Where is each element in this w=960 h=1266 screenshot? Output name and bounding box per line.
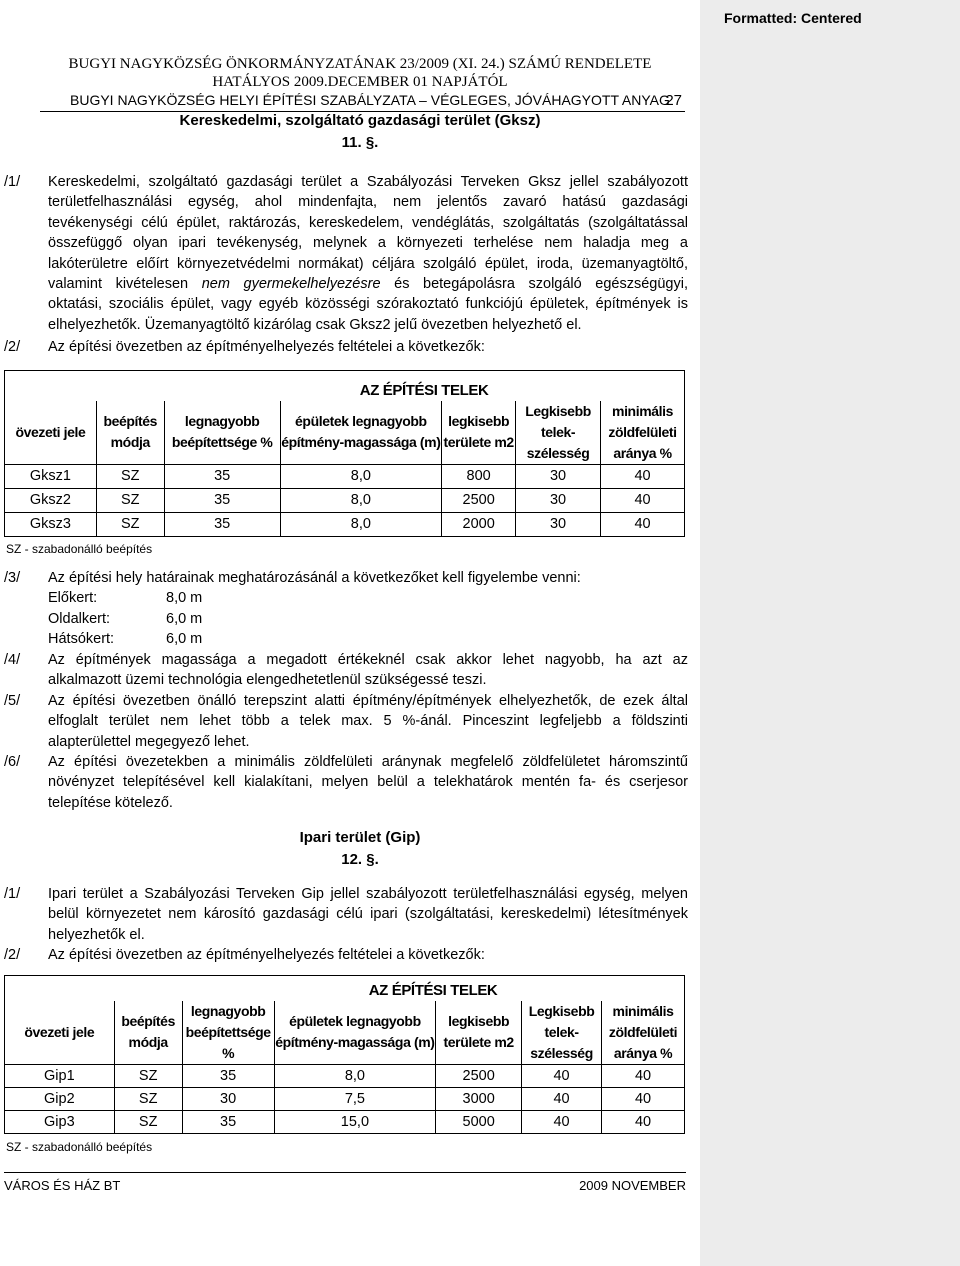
table-row bbox=[5, 1065, 685, 1088]
table-cell: 40 bbox=[602, 1065, 685, 1088]
table-header: beépítés módja bbox=[96, 401, 164, 465]
table-cell: 40 bbox=[522, 1088, 602, 1111]
section-11-number: 11. §. bbox=[341, 134, 379, 151]
table-cell: SZ bbox=[96, 512, 164, 536]
footer-rule bbox=[4, 1172, 686, 1173]
table-row bbox=[5, 1088, 685, 1111]
table-cell: 40 bbox=[522, 1111, 602, 1134]
table-header: minimális zöldfelületi aránya % bbox=[602, 1001, 685, 1065]
paragraph-number: /3/ bbox=[4, 570, 21, 586]
table-cell: Gip2 bbox=[5, 1088, 115, 1111]
paragraph-number: /6/ bbox=[4, 754, 21, 770]
paragraph-text: Az építési hely határainak meghatározásánál a következőket kell figyelembe venni: bbox=[48, 570, 581, 586]
paragraph-number: /1/ bbox=[4, 886, 21, 902]
table-header: legnagyobb beépítettsége % bbox=[164, 401, 280, 465]
table-cell: 2500 bbox=[442, 488, 516, 512]
text-line: alapterülettel megegyező lehet. bbox=[48, 733, 250, 750]
table-cell: 35 bbox=[182, 1065, 274, 1088]
table-row bbox=[5, 1111, 685, 1134]
table-cell: 35 bbox=[164, 512, 280, 536]
table-header: legkisebb területe m2 bbox=[436, 1001, 522, 1065]
table-cell: 30 bbox=[516, 512, 601, 536]
table-cell: SZ bbox=[114, 1111, 182, 1134]
setback-value: 6,0 m bbox=[166, 631, 203, 648]
setback-row bbox=[48, 629, 688, 649]
text-line: területfelhasználási egység, ahol mindenfajta, nem jelentős zavaró hatású gazdasági bbox=[48, 194, 688, 211]
text-line: Kereskedelmi, szolgáltató gazdasági terület a Szabályozási Terveken Gksz jellel szabályozott bbox=[48, 174, 688, 190]
table-header: legkisebb területe m2 bbox=[442, 401, 516, 465]
table-header: Legkisebb telek-szélesség bbox=[522, 1001, 602, 1065]
text-span: valamint kivételesen bbox=[48, 276, 189, 293]
table-cell: 3000 bbox=[436, 1088, 522, 1111]
paragraph-text bbox=[48, 172, 688, 335]
comment-sidebar bbox=[700, 0, 960, 1266]
text-line: oktatási, szociális épület, vagy egyéb közösségi szórakoztató funkciójú épületek, építmények is bbox=[48, 296, 688, 313]
text-line: Az építési övezetben önálló terepszint alatti építmény/építmények elhelyezhetők, de ezek által bbox=[48, 693, 688, 709]
table-group-header: AZ ÉPÍTÉSI TELEK bbox=[164, 371, 684, 401]
table-cell: 8,0 bbox=[280, 488, 442, 512]
text-span: és betegápolásra szolgáló egészségügyi, bbox=[394, 276, 688, 293]
setback-label: Hátsókert: bbox=[48, 631, 115, 648]
setback-row bbox=[48, 609, 688, 629]
text-line: tevékenységi célú épület, raktározás, kereskedelem, vendéglátás, szolgáltatás (szolgáltatással bbox=[48, 214, 688, 231]
header-line-3 bbox=[70, 92, 690, 108]
paragraph-text: Az építési övezetben az építményelhelyezés feltételei a következők: bbox=[48, 339, 485, 355]
table-cell: SZ bbox=[96, 464, 164, 488]
table-cell: 30 bbox=[516, 464, 601, 488]
table-cell: 40 bbox=[601, 512, 685, 536]
footer-company: VÁROS ÉS HÁZ BT bbox=[4, 1178, 121, 1193]
table-cell: 40 bbox=[601, 464, 685, 488]
table-cell: 800 bbox=[442, 464, 516, 488]
text-line: telepítése kötelező. bbox=[48, 794, 173, 811]
setback-label: Oldalkert: bbox=[48, 610, 111, 627]
paragraph-number: /5/ bbox=[4, 693, 21, 709]
text-line: összefüggő olyan ipari tevékenység, melynek a környezeti terhelése nem haladja meg a bbox=[48, 235, 688, 252]
table-cell: 40 bbox=[602, 1088, 685, 1111]
header-line-1: BUGYI NAGYKÖZSÉG ÖNKORMÁNYZATÁNAK 23/2009 (XI. 24.) SZÁMÚ RENDELETE bbox=[68, 56, 652, 72]
text-line: lakóterületre előírt környezetvédelmi normákat) céljára szolgáló épület, iroda, üzemanyagtöltő, bbox=[48, 255, 688, 272]
text-line: elhelyezhetők. Üzemanyagtöltő kizárólag csak Gksz2 jelű övezetben helyezhető el. bbox=[48, 316, 582, 333]
setback-value: 6,0 m bbox=[166, 610, 203, 627]
table-header: épületek legnagyobb építmény-magassága (m) bbox=[274, 1001, 436, 1065]
text-line: növényzet telepítésével kell kialakítani, melyen belül a telekhatárok mentén fa- és cserjesor bbox=[48, 774, 688, 791]
formatting-note: Formatted: Centered bbox=[724, 10, 862, 26]
table-header: legnagyobb beépítettsége % bbox=[182, 1001, 274, 1065]
table-cell: 40 bbox=[602, 1111, 685, 1134]
table-header: övezeti jele bbox=[5, 1001, 115, 1065]
table-row bbox=[5, 512, 685, 536]
table-cell: SZ bbox=[96, 488, 164, 512]
table-header: Legkisebb telek-szélesség bbox=[516, 401, 601, 465]
paragraph-number: /4/ bbox=[4, 652, 21, 668]
table-cell: Gksz2 bbox=[5, 488, 97, 512]
table-row bbox=[5, 464, 685, 488]
table-cell: 15,0 bbox=[274, 1111, 436, 1134]
table-cell: Gksz1 bbox=[5, 464, 97, 488]
paragraph-number: /2/ bbox=[4, 339, 21, 355]
text-line: Ipari terület a Szabályozási Terveken Gip jellel szabályozott területfelhasználási egység, melyen bbox=[48, 886, 688, 902]
table-header: minimális zöldfelületi aránya % bbox=[601, 401, 685, 465]
table-cell: 40 bbox=[601, 488, 685, 512]
table-cell: 8,0 bbox=[280, 464, 442, 488]
text-line: Az építmények magassága a megadott értékeknél csak akkor lehet nagyobb, ha azt az bbox=[48, 652, 688, 668]
setback-value: 8,0 m bbox=[166, 590, 203, 607]
table-header: beépítés módja bbox=[114, 1001, 182, 1065]
table-row bbox=[5, 488, 685, 512]
table-header: övezeti jele bbox=[5, 401, 97, 465]
text-line bbox=[48, 274, 688, 294]
section-12-table bbox=[4, 975, 685, 1134]
paragraph-text: Az építési övezetben az építményelhelyezés feltételei a következők: bbox=[48, 947, 485, 963]
table-cell: 35 bbox=[182, 1111, 274, 1134]
section-12-title: Ipari terület (Gip) bbox=[299, 829, 421, 846]
page-number: 27 bbox=[665, 92, 682, 109]
table-group-header: AZ ÉPÍTÉSI TELEK bbox=[182, 976, 684, 1001]
table-cell: Gip3 bbox=[5, 1111, 115, 1134]
footer bbox=[4, 1178, 686, 1193]
table-cell: 30 bbox=[182, 1088, 274, 1111]
text-line: helyezhetők el. bbox=[48, 926, 145, 943]
setback-label: Előkert: bbox=[48, 590, 98, 607]
table-cell: 30 bbox=[516, 488, 601, 512]
table-cell: 7,5 bbox=[274, 1088, 436, 1111]
text-line: elfoglalt terület nem lehet több a telek max. 5 %-ánál. Pinceszint legfeljebb a földszinti bbox=[48, 713, 688, 730]
paragraph-number: /1/ bbox=[4, 174, 21, 190]
setback-row bbox=[48, 588, 688, 608]
table-cell: 8,0 bbox=[274, 1065, 436, 1088]
table-cell: 2500 bbox=[436, 1065, 522, 1088]
text-line: belül környezetet nem károsító gazdasági célú ipari (szolgáltatási, kereskedelmi) létesítmények bbox=[48, 906, 688, 923]
table-cell: 8,0 bbox=[280, 512, 442, 536]
table-cell: Gip1 bbox=[5, 1065, 115, 1088]
table-cell: 5000 bbox=[436, 1111, 522, 1134]
text-line: alkalmazott üzemi technológia elengedhetetlenül szükségessé teszi. bbox=[48, 672, 487, 689]
italic-text: nem gyermekelhelyezésre bbox=[201, 276, 381, 293]
section-11-table bbox=[4, 370, 685, 537]
table-cell: SZ bbox=[114, 1088, 182, 1111]
table-note: SZ - szabadonálló beépítés bbox=[6, 542, 153, 556]
header-line-2: HATÁLYOS 2009.DECEMBER 01 NAPJÁTÓL bbox=[212, 74, 508, 90]
section-12-number: 12. §. bbox=[341, 851, 379, 868]
table-cell: 35 bbox=[164, 488, 280, 512]
table-header: épületek legnagyobb építmény-magassága (m) bbox=[280, 401, 442, 465]
table-cell: 35 bbox=[164, 464, 280, 488]
table-cell: Gksz3 bbox=[5, 512, 97, 536]
table-note: SZ - szabadonálló beépítés bbox=[6, 1140, 153, 1154]
table-cell: 2000 bbox=[442, 512, 516, 536]
table-cell: 40 bbox=[522, 1065, 602, 1088]
section-11-title: Kereskedelmi, szolgáltató gazdasági terület (Gksz) bbox=[179, 112, 541, 129]
text-line: Az építési övezetekben a minimális zöldfelületi aránynak megfelelő zöldfelületet háromszintű bbox=[48, 754, 688, 770]
table-cell: SZ bbox=[114, 1065, 182, 1088]
header-subtitle: BUGYI NAGYKÖZSÉG HELYI ÉPÍTÉSI SZABÁLYZATA – VÉGLEGES, JÓVÁHAGYOTT ANYAG bbox=[70, 92, 670, 108]
footer-date: 2009 NOVEMBER bbox=[579, 1178, 686, 1193]
paragraph-number: /2/ bbox=[4, 947, 21, 963]
